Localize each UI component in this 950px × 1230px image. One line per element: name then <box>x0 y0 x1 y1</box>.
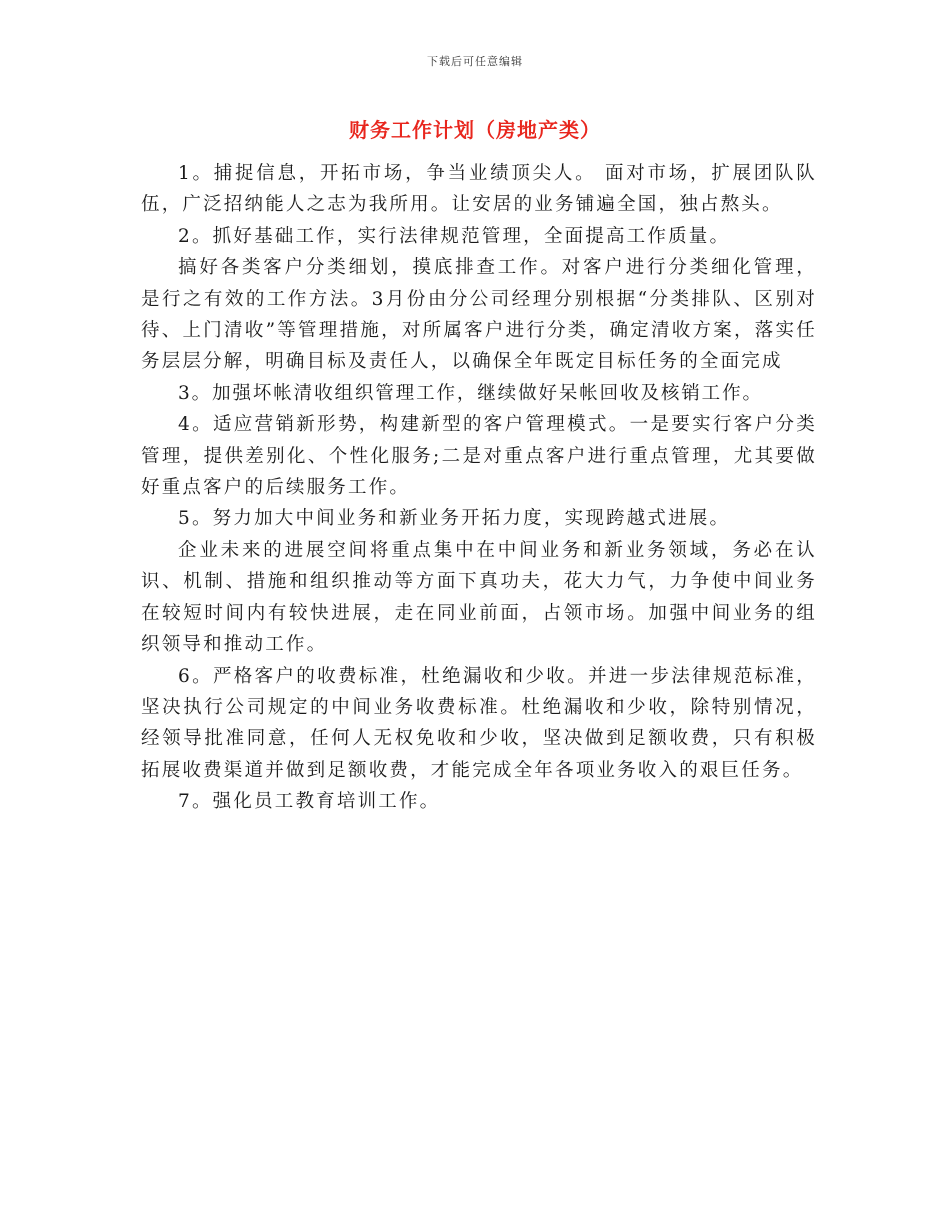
paragraph-8: 6。严格客户的收费标准，杜绝漏收和少收。并进一步法律规范标准，坚决执行公司规定的中间业务收费标准。杜绝漏收和少收，除特别情况，经领导批准同意，任何人无权免收和少收，坚决做到足额收费，只有积极拓展收费渠道并做到足额收费，才能完成全年各项业务收入的艰巨任务。 <box>141 665 817 781</box>
paragraph-5: 4。适应营销新形势，构建新型的客户管理模式。一是要实行客户分类管理，提供差别化、个性化服务;二是对重点客户进行重点管理，尤其要做好重点客户的后续服务工作。 <box>141 414 817 499</box>
paragraph-2: 2。抓好基础工作，实行法律规范管理，全面提高工作质量。 <box>178 225 731 247</box>
paragraph-9: 7。强化员工教育培训工作。 <box>178 791 441 813</box>
paragraph-3: 搞好各类客户分类细划，摸底排查工作。对客户进行分类细化管理，是行之有效的工作方法。3月份由分公司经理分别根据“分类排队、区别对待、上门清收”等管理措施，对所属客户进行分类，确定清收方案，落实任务层层分解，明确目标及责任人，以确保全年既定目标任务的全面完成 <box>141 257 817 373</box>
paragraph-6: 5。努力加大中间业务和新业务开拓力度，实现跨越式进展。 <box>178 508 731 530</box>
header-note: 下载后可任意编辑 <box>427 55 523 68</box>
paragraph-4: 3。加强坏帐清收组织管理工作，继续做好呆帐回收及核销工作。 <box>178 382 763 404</box>
paragraph-1: 1。捕捉信息，开拓市场，争当业绩顶尖人。 面对市场，扩展团队队伍，广泛招纳能人之志为我所用。让安居的业务铺遍全国，独占熬头。 <box>141 163 817 216</box>
paragraph-7: 企业未来的进展空间将重点集中在中间业务和新业务领域，务必在认识、机制、措施和组织推动等方面下真功夫，花大力气，力争使中间业务在较短时间内有较快进展，走在同业前面，占领市场。加强中间业务的组织领导和推动工作。 <box>141 539 817 656</box>
document-title: 财务工作计划（房地产类） <box>349 118 601 142</box>
document-body <box>141 158 817 818</box>
